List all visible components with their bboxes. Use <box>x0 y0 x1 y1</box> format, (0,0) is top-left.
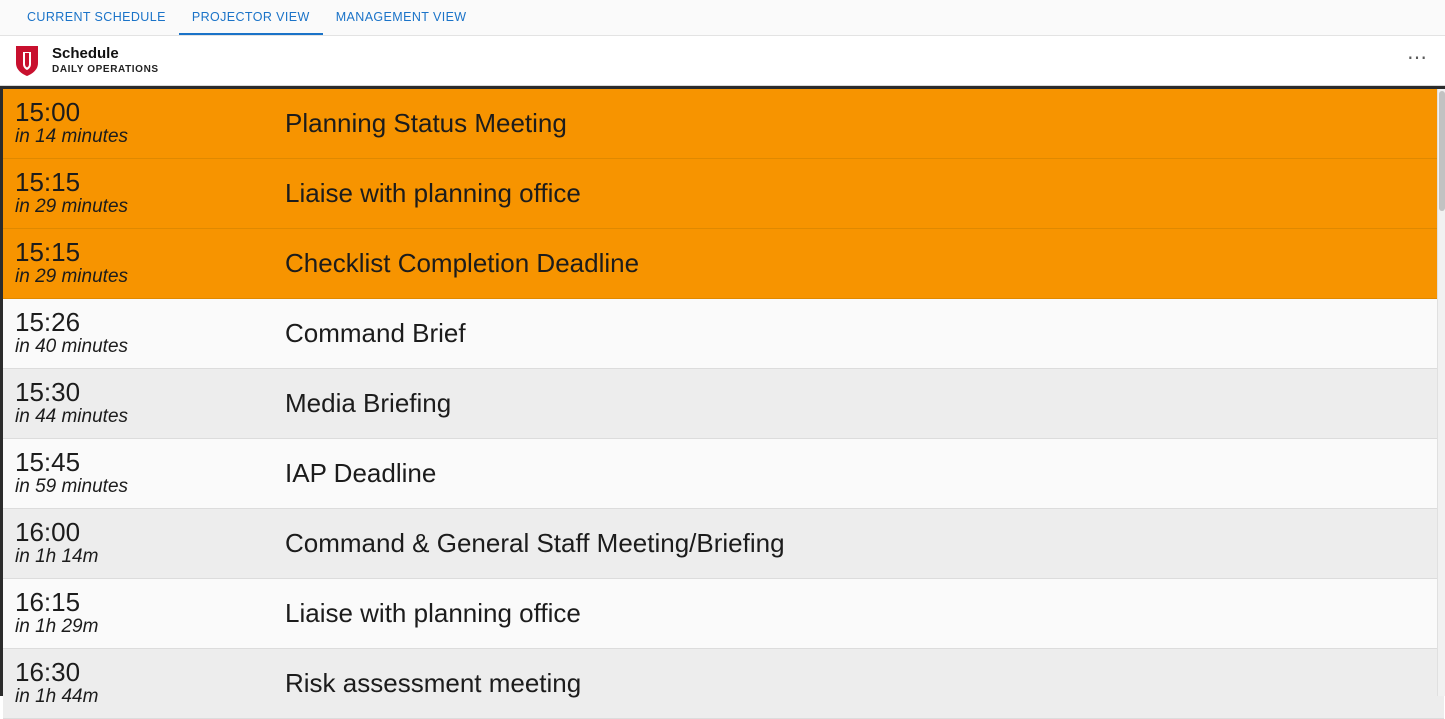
row-time-column <box>15 166 285 218</box>
more-options-icon[interactable]: ⋯ <box>1407 46 1429 69</box>
header-titleblock <box>52 46 159 76</box>
table-row[interactable] <box>3 439 1444 509</box>
table-row[interactable] <box>3 89 1444 159</box>
row-time: 15:30 <box>15 376 81 407</box>
table-row[interactable] <box>3 649 1444 719</box>
row-time: 15:45 <box>15 446 81 477</box>
row-time: 15:15 <box>15 166 81 197</box>
row-time-column <box>15 376 285 428</box>
row-time-column <box>15 236 285 288</box>
row-title: Risk assessment meeting <box>285 668 582 698</box>
row-time-column <box>15 516 285 568</box>
row-title: Checklist Completion Deadline <box>285 248 640 278</box>
row-title: IAP Deadline <box>285 458 437 488</box>
table-row[interactable] <box>3 369 1444 439</box>
row-time-column <box>15 656 285 708</box>
tab-projector-view[interactable] <box>179 0 323 35</box>
row-relative-time: in 29 minutes <box>15 266 129 288</box>
row-relative-time: in 1h 44m <box>15 686 99 708</box>
tab-label: PROJECTOR VIEW <box>191 9 310 24</box>
schedule-header <box>0 36 1445 86</box>
row-title: Planning Status Meeting <box>285 108 567 138</box>
row-time-column <box>15 586 285 638</box>
row-title: Command Brief <box>285 318 466 348</box>
view-tabbar <box>0 0 1445 36</box>
row-title: Liaise with planning office <box>285 598 581 628</box>
tab-management-view[interactable] <box>323 0 480 35</box>
row-time: 16:15 <box>15 586 81 617</box>
table-row[interactable] <box>3 509 1444 579</box>
page-title: Schedule <box>52 44 119 62</box>
row-title: Liaise with planning office <box>285 178 581 208</box>
vertical-scrollbar[interactable] <box>1437 89 1445 696</box>
row-relative-time: in 40 minutes <box>15 336 129 358</box>
row-relative-time: in 59 minutes <box>15 476 129 498</box>
row-time: 15:15 <box>15 236 81 267</box>
row-time: 15:00 <box>15 96 81 127</box>
row-time-column <box>15 306 285 358</box>
row-title: Command & General Staff Meeting/Briefing <box>285 528 785 558</box>
table-row[interactable] <box>3 159 1444 229</box>
row-time-column <box>15 446 285 498</box>
row-time-column <box>15 96 285 148</box>
table-row[interactable] <box>3 229 1444 299</box>
scrollbar-thumb[interactable] <box>1439 91 1445 211</box>
row-title: Media Briefing <box>285 388 452 418</box>
page-subtitle: DAILY OPERATIONS <box>52 64 159 76</box>
row-time: 15:26 <box>15 306 81 337</box>
table-row[interactable] <box>3 579 1444 649</box>
row-relative-time: in 1h 14m <box>15 546 99 568</box>
tab-label: CURRENT SCHEDULE <box>27 9 166 24</box>
schedule-list-wrapper <box>0 86 1445 708</box>
shield-logo-icon <box>12 44 42 78</box>
row-relative-time: in 29 minutes <box>15 196 129 218</box>
row-relative-time: in 1h 29m <box>15 616 99 638</box>
row-time: 16:30 <box>15 656 81 687</box>
tab-label: MANAGEMENT VIEW <box>335 9 467 24</box>
tab-current-schedule[interactable] <box>14 0 179 35</box>
schedule-list[interactable] <box>0 89 1445 708</box>
row-relative-time: in 44 minutes <box>15 406 129 428</box>
table-row[interactable] <box>3 299 1444 369</box>
row-time: 16:00 <box>15 516 81 547</box>
row-relative-time: in 14 minutes <box>15 126 129 148</box>
